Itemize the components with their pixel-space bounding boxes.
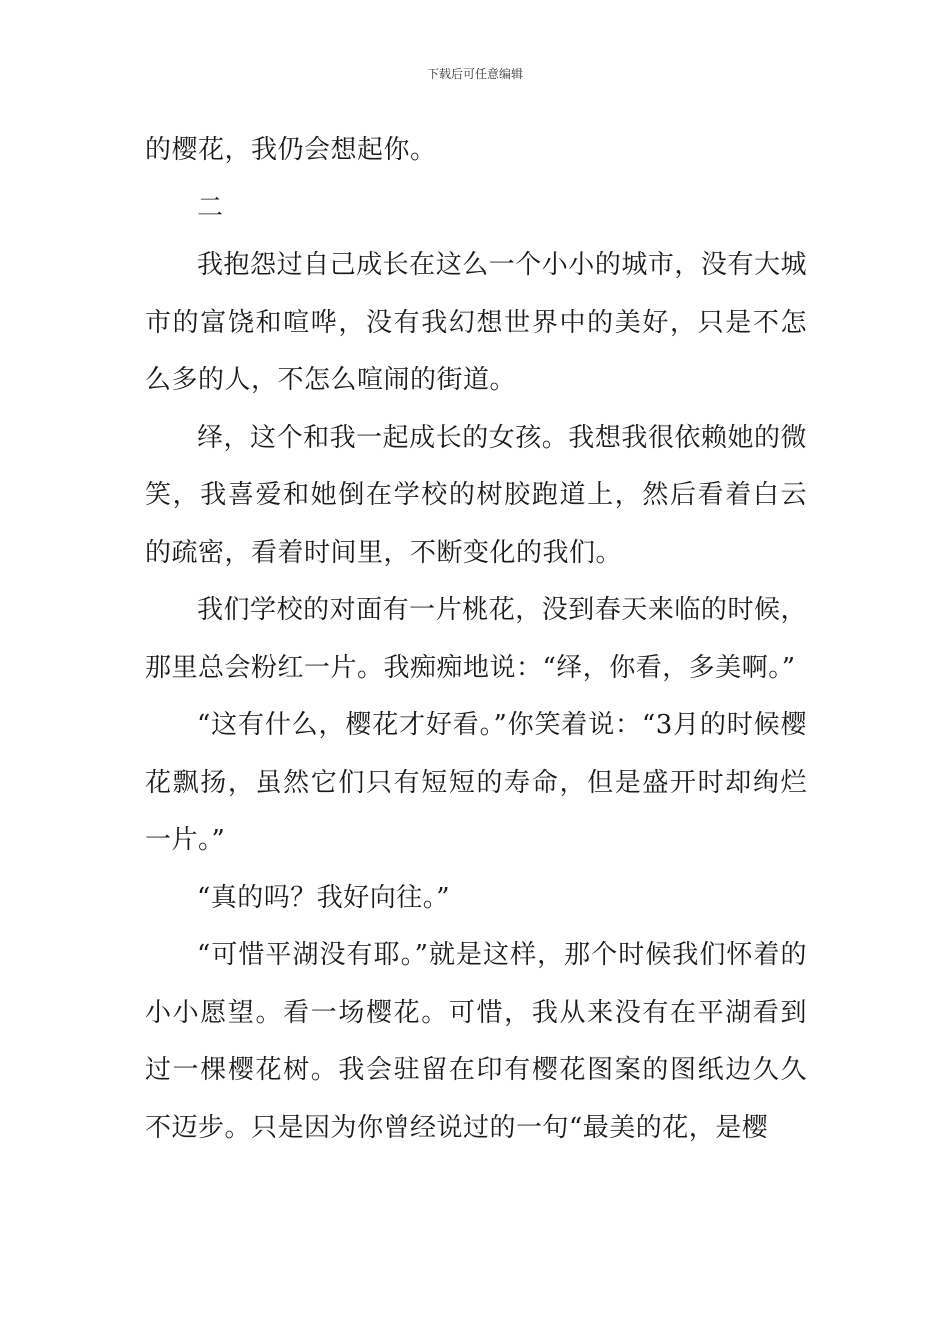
paragraph-2: 我抱怨过自己成长在这么一个小小的城市，没有大城市的富饶和喧哗，没有我幻想世界中的美好，只是不怎么多的人，不怎么喧闹的街道。 <box>145 250 807 395</box>
paragraph-7: “可惜平湖没有耶。”就是这样，那个时候我们怀着的小小愿望。看一场樱花。可惜，我从来没有在平湖看到过一棵樱花树。我会驻留在印有樱花图案的图纸边久久不迈步。只是因为你曾经说过的一句“最美的花，是樱 <box>145 940 807 1143</box>
paragraph-5: “这有什么，樱花才好看。”你笑着说：“3月的时候樱花飘扬，虽然它们只有短短的寿命，但是盛开时却绚烂一片。” <box>145 710 807 855</box>
section-number: 二 <box>197 192 224 223</box>
page-header: 下载后可任意编辑 <box>426 67 523 81</box>
document-body <box>145 122 807 1157</box>
paragraph-1: 的樱花，我仍会想起你。 <box>145 135 437 165</box>
paragraph-3: 绎，这个和我一起成长的女孩。我想我很依赖她的微笑，我喜爱和她倒在学校的树胶跑道上，然后看着白云的疏密，看着时间里，不断变化的我们。 <box>145 422 807 568</box>
paragraph-6: “真的吗？我好向往。” <box>197 882 451 913</box>
paragraph-4: 我们学校的对面有一片桃花，没到春天来临的时候，那里总会粉红一片。我痴痴地说：“绎，你看，多美啊。” <box>145 595 807 683</box>
